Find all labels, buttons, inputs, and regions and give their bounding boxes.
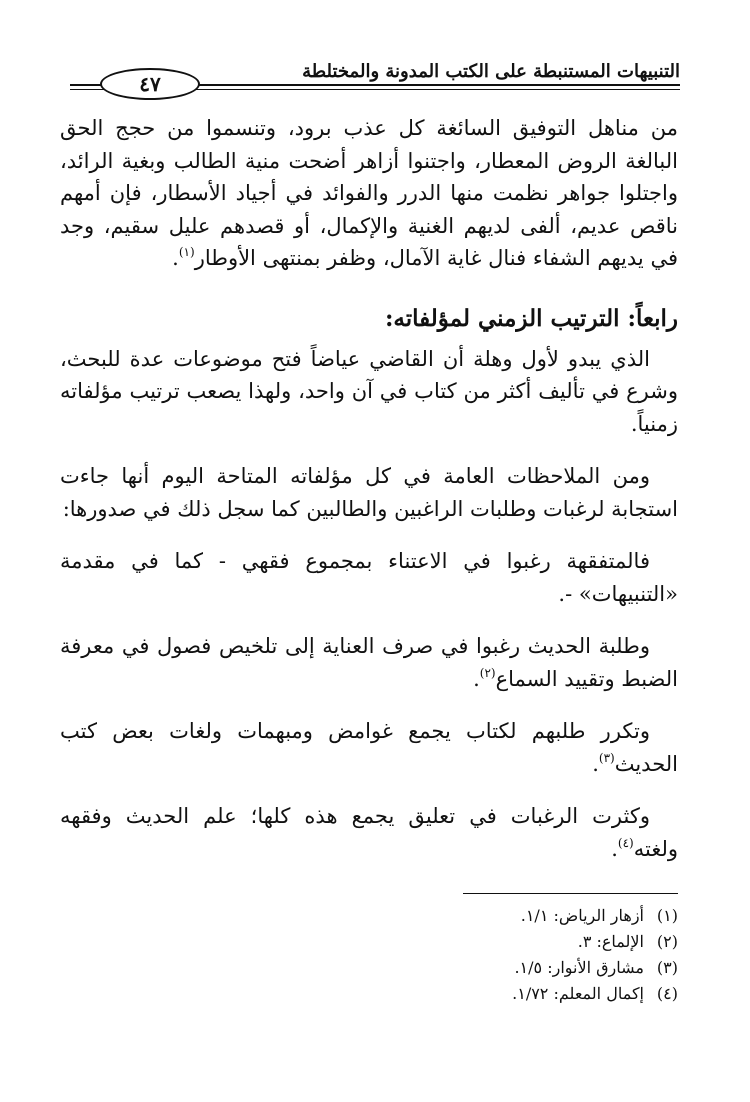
footnote-marker: (١)	[656, 906, 678, 925]
footnote-marker: (٤)	[656, 984, 678, 1003]
period: .	[473, 666, 480, 691]
paragraph	[60, 800, 678, 865]
paragraph-continuation	[60, 112, 678, 275]
footnote-ref: (١)	[178, 245, 195, 259]
paragraph	[60, 715, 678, 780]
footnote-separator	[463, 893, 678, 894]
paragraph: الذي يبدو لأول وهلة أن القاضي عياضاً فتح موضوعات عدة للبحث، وشرع في تأليف أكثر من كتاب في آن واحد، ولهذا يصعب ترتيب مؤلفاته زمنياً.	[60, 346, 678, 436]
footnote-ref: (٢)	[479, 665, 496, 680]
footnote-text: الإلماع: ٣.	[577, 932, 644, 951]
period: .	[611, 836, 618, 861]
period: .	[592, 751, 599, 776]
footnote-marker: (٢)	[656, 932, 678, 951]
footnote-text: أزهار الرياض: ١/١.	[520, 906, 644, 925]
main-text	[60, 112, 678, 865]
footnote-marker: (٣)	[656, 958, 678, 977]
footnote-item	[458, 903, 678, 929]
running-header	[70, 60, 680, 96]
running-title: التنبيهات المستنبطة على الكتب المدونة والمختلطة	[302, 61, 680, 82]
section-heading: رابعاً: الترتيب الزمني لمؤلفاته:	[384, 304, 678, 332]
footnote-text: مشارق الأنوار: ١/٥.	[514, 958, 644, 977]
footnote-ref: (٣)	[598, 750, 615, 765]
paragraph-text: وتكرر طلبهم لكتاب يجمع غوامض ومبهمات ولغات بعض كتب الحديث	[60, 719, 678, 776]
footnote-item	[458, 955, 678, 981]
paragraph: فالمتفقهة رغبوا في الاعتناء بمجموع فقهي - كما في مقدمة «التنبيهات» -.	[60, 549, 678, 606]
footnote-item	[458, 981, 678, 1007]
paragraph: ومن الملاحظات العامة في كل مؤلفاته المتاحة اليوم أنها جاءت استجابة لرغبات وطلبات الراغبين والطالبين كما سجل ذلك في صدورها:	[60, 464, 678, 521]
paragraph-text: وكثرت الرغبات في تعليق يجمع هذه كلها؛ علم الحديث وفقهه ولغته	[60, 804, 678, 861]
footnotes	[458, 903, 678, 1007]
footnote-item	[458, 929, 678, 955]
paragraph-text: من مناهل التوفيق السائغة كل عذب برود، وتنسموا من حجج الحق البالغة الروض المعطار، واجتنوا أزاهر أضحت منية الطالب وبغية الرائد، واجتلوا جواهر نظمت منها الدرر والفوائد في أجياد الأسطار، فإن أمهم ناقص عديم، ألفى لديهم الغنية والإكمال، أو قصدهم عليل سقيم، وجد في يديهم الشفاء فنال غاية الآمال، وظفر بمنتهى الأوطار	[60, 116, 678, 270]
footnote-ref: (٤)	[617, 835, 634, 850]
footnote-text: إكمال المعلم: ١/٧٢.	[512, 984, 644, 1003]
page-number: ٤٧	[100, 68, 200, 100]
period: .	[172, 246, 179, 270]
paragraph	[60, 630, 678, 695]
paragraph-text: وطلبة الحديث رغبوا في صرف العناية إلى تلخيص فصول في معرفة الضبط وتقييد السماع	[60, 634, 678, 691]
